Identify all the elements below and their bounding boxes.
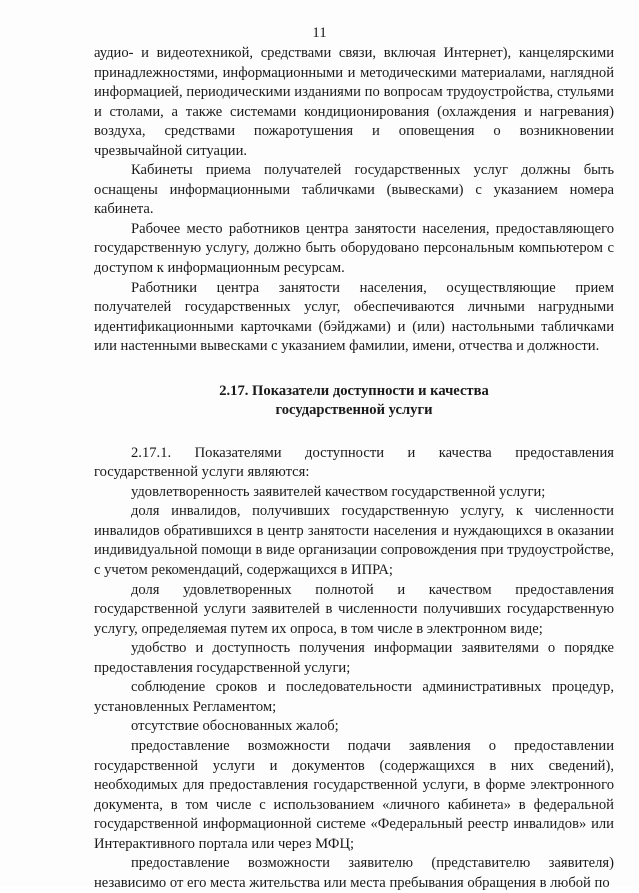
section-heading-line: государственной услуги	[275, 401, 433, 418]
list-item: предоставление возможности заявителю (представителю заявителя) независимо от его места жительства или места пребывания обращения в любой по	[94, 855, 614, 891]
paragraph: Кабинеты приема получателей государственных услуг должны быть оснащены информационными табличками (вывесками) с указанием номера кабинета.	[94, 162, 614, 218]
document-body	[94, 44, 614, 893]
list-item: удобство и доступность получения информации заявителями о порядке предоставления государственной услуги;	[94, 640, 614, 676]
section-heading-line: 2.17. Показатели доступности и качества	[219, 382, 489, 399]
paragraph: Рабочее место работников центра занятости населения, предоставляющего государственную услугу, должно быть оборудовано персональным компьютером с доступом к информационным ресурсам.	[94, 220, 614, 277]
list-item: соблюдение сроков и последовательности административных процедур, установленных Регламентом;	[94, 679, 614, 715]
list-item: доля инвалидов, получивших государственную услугу, к численности инвалидов обратившихся в центр занятости населения и нуждающихся в оказании индивидуальной помощи в виде организации сопровождения при трудоустройстве, с учетом рекомендаций, содержащихся в ИПРА;	[94, 503, 614, 579]
list-item: удовлетворенность заявителей качеством государственной услуги;	[131, 483, 546, 500]
page-number: 11	[312, 25, 327, 41]
list-item: доля удовлетворенных полнотой и качеством предоставления государственной услуги заявителей в численности получивших государственную услугу, определяемая путем их опроса, в том числе в электронном виде;	[94, 581, 614, 637]
list-item: предоставление возможности подачи заявления о предоставлении государственной услуги и документов (содержащихся в них сведений), необходимых для предоставления государственной услуги, в форме электронного документа, в том числе с использованием «личного кабинета» в федеральной государственной информационной системе «Федеральный реестр инвалидов» или Интерактивного портала или через МФЦ;	[94, 737, 614, 852]
paragraph: 2.17.1. Показателями доступности и качества предоставления государственной услуги являются:	[94, 444, 614, 481]
paragraph: Работники центра занятости населения, осуществляющие прием получателей государственных услуг, обеспечиваются личными нагрудными идентификационными карточками (бэйджами) и (или) настольными табличками или настенными вывесками с указанием фамилии, имени, отчества и должности.	[94, 279, 614, 355]
section-heading	[94, 382, 614, 420]
list-item: отсутствие обоснованных жалоб;	[131, 718, 339, 735]
paragraph: аудио- и видеотехникой, средствами связи, включая Интернет), канцелярскими принадлежностями, информационными и методическими материалами, наглядной информацией, периодическими изданиями по вопросам трудоустройства, стульями и столами, а также системами кондиционирования (охлаждения и нагревания) воздуха, средствами пожаротушения и оповещения о возникновении чрезвычайной ситуации.	[94, 45, 614, 159]
